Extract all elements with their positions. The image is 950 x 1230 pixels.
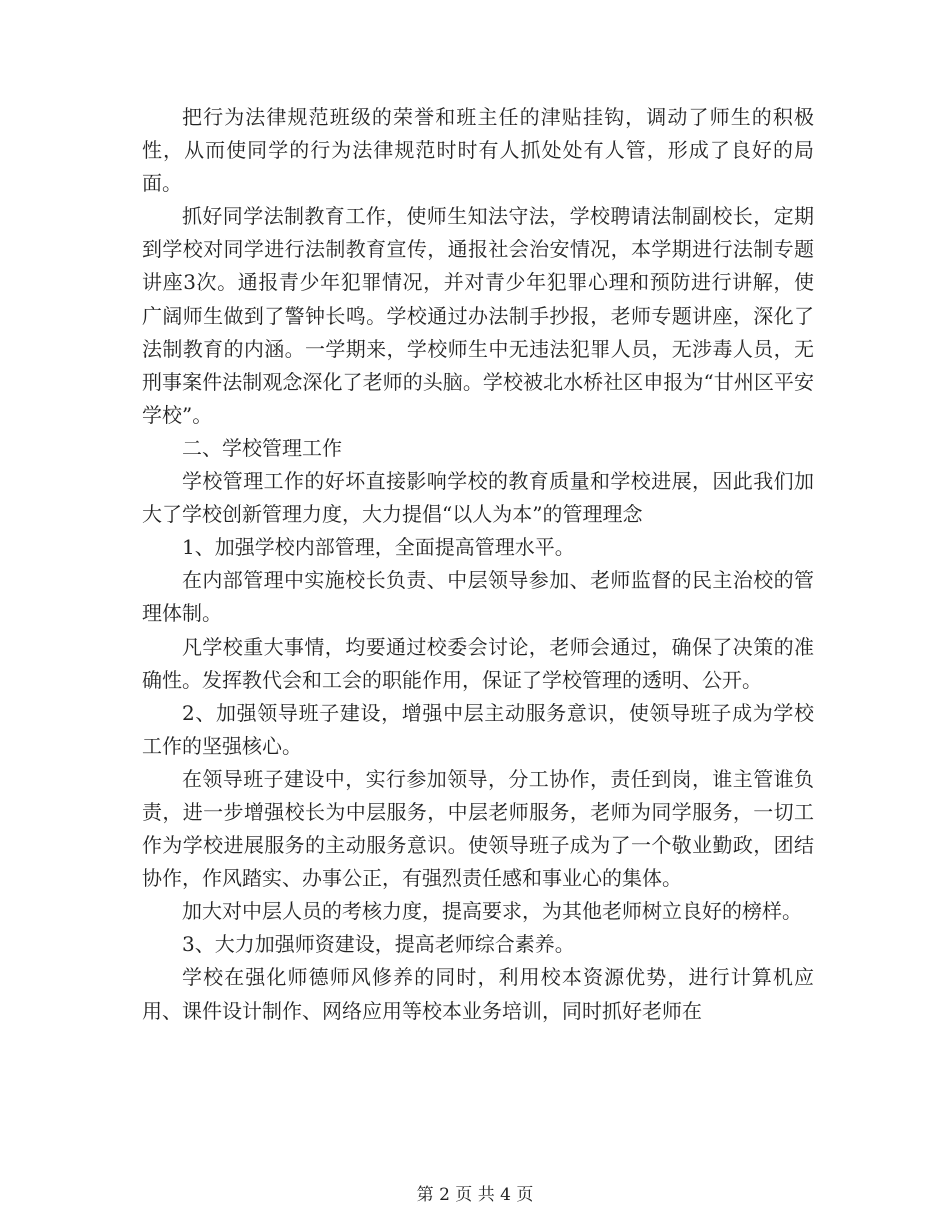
paragraph-4: 在内部管理中实施校长负责、中层领导参加、老师监督的民主治校的管理体制。 (142, 568, 814, 626)
paragraph-8: 学校在强化师德师风修养的同时，利用校本资源优势，进行计算机应用、课件设计制作、网络应用等校本业务培训，同时抓好老师在 (142, 965, 814, 1023)
paragraph-5: 凡学校重大事情，均要通过校委会讨论，老师会通过，确保了决策的准确性。发挥教代会和工会的职能作用，保证了学校管理的透明、公开。 (142, 634, 814, 692)
paragraph-2: 抓好同学法制教育工作，使师生知法守法，学校聘请法制副校长，定期到学校对同学进行法制教育宣传，通报社会治安情况，本学期进行法制专题讲座3次。通报青少年犯罪情况，并对青少年犯罪心理和预防进行讲解，使广阔师生做到了警钟长鸣。学校通过办法制手抄报，老师专题讲座，深化了法制教育的内涵。一学期来，学校师生中无违法犯罪人员，无涉毒人员，无刑事案件法制观念深化了老师的头脑。学校被北水桥社区申报为“甘州区平安学校”。 (142, 204, 814, 427)
paragraph-7: 加大对中层人员的考核力度，提高要求，为其他老师树立良好的榜样。 (182, 899, 802, 924)
subheading-3: 3、大力加强师资建设，提高老师综合素养。 (182, 932, 575, 957)
subheading-2: 2、加强领导班子建设，增强中层主动服务意识，使领导班子成为学校工作的坚强核心。 (142, 700, 814, 758)
document-body (142, 101, 814, 1028)
page-footer: 第 2 页 共 4 页 (416, 1185, 534, 1205)
paragraph-6: 在领导班子建设中，实行参加领导，分工协作，责任到岗，谁主管谁负责，进一步增强校长为中层服务，中层老师服务，老师为同学服务，一切工作为学校进展服务的主动服务意识。使领导班子成为了一个敬业勤政，团结协作，作风踏实、办事公正，有强烈责任感和事业心的集体。 (142, 766, 814, 891)
paragraph-3: 学校管理工作的好坏直接影响学校的教育质量和学校进展，因此我们加大了学校创新管理力度，大力提倡“以人为本”的管理理念 (142, 469, 814, 527)
paragraph-1: 把行为法律规范班级的荣誉和班主任的津贴挂钩，调动了师生的积极性，从而使同学的行为法律规范时时有人抓处处有人管，形成了良好的局面。 (142, 105, 814, 196)
subheading-1: 1、加强学校内部管理，全面提高管理水平。 (182, 535, 575, 560)
section-heading-school-management: 二、学校管理工作 (182, 435, 342, 460)
